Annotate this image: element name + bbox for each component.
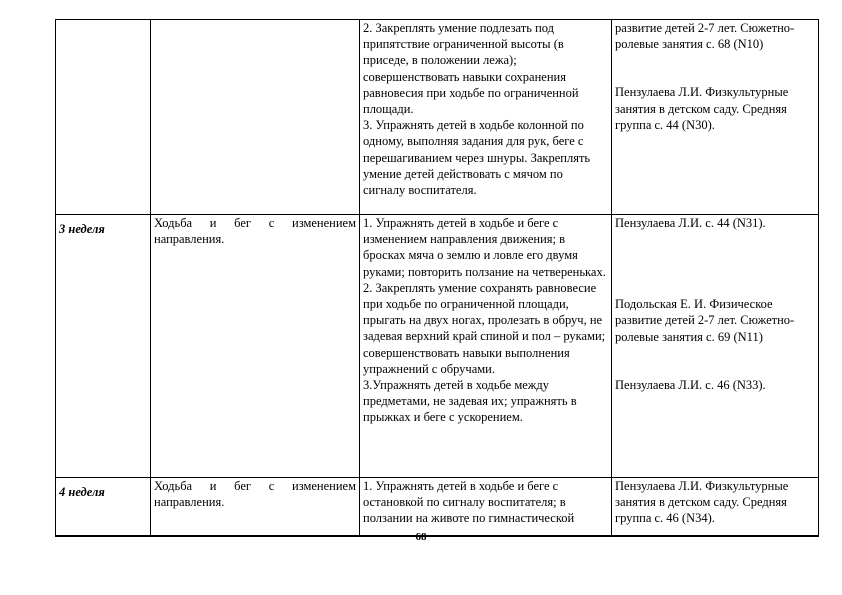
literature-cell — [612, 215, 819, 478]
task-item: 1. Упражнять детей в ходьбе и беге с изменением направления движения; в бросках мяча о землю и ловле его двумя руками; повторить ползание на четвереньках. — [363, 216, 606, 279]
task-item: 2. Закреплять умение сохранять равновесие при ходьбе по ограниченной площади, прыгать на двух ногах, пролезать в обруч, не задевая верхний край спиной и пол – руками; совершенствовать навыки выполнения упражнений с обручами. — [363, 280, 606, 376]
week-cell: 3 неделя — [56, 215, 151, 478]
literature-item: Пензулаева Л.И. с. 44 (N31). — [615, 216, 766, 230]
literature-item: Пензулаева Л.И. с. 46 (N33). — [615, 377, 766, 392]
week-cell — [56, 20, 151, 215]
literature-item: развитие детей 2-7 лет. Сюжетно-ролевые занятия с. 68 (N10) — [615, 21, 795, 52]
tasks-cell — [360, 478, 612, 537]
literature-item: Подольская Е. И. Физическое развитие детей 2-7 лет. Сюжетно-ролевые занятия с. 69 (N11) — [615, 297, 795, 344]
task-item: 3. Упражнять детей в ходьбе колонной по одному, выполняя задания для рук, беге с перешагиванием через шнуры. Закреплять умение детей действовать с мячом по сигналу воспитателя. — [363, 118, 591, 198]
literature-item: Пензулаева Л.И. Физкультурные занятия в детском саду. Средняя группа с. 44 (N30). — [615, 85, 789, 132]
table-row — [56, 20, 819, 215]
tasks-cell — [360, 20, 612, 215]
table-row — [56, 478, 819, 537]
literature-item: Пензулаева Л.И. Физкультурные занятия в детском саду. Средняя группа с. 46 (N34). — [615, 479, 789, 526]
task-item: 3.Упражнять детей в ходьбе между предметами, не задевая их; упражнять в прыжках и беге с ускорением. — [363, 378, 577, 425]
topic-cell: Ходьба и бег с изменением направления. — [151, 478, 360, 537]
week-cell: 4 неделя — [56, 478, 151, 537]
tasks-cell — [360, 215, 612, 478]
table-row — [56, 215, 819, 478]
topic-cell: Ходьба и бег с изменением направления. — [151, 215, 360, 478]
page-number: 68 — [415, 531, 427, 543]
literature-cell — [612, 478, 819, 537]
literature-cell — [612, 20, 819, 215]
topic-cell — [151, 20, 360, 215]
task-item: 2. Закреплять умение подлезать под припятствие ограниченной высоты (в приседе, в положении лежа); совершенствовать навыки сохранения равновесия при ходьбе по ограниченной площади. — [363, 21, 579, 117]
lesson-plan-table — [55, 19, 819, 537]
task-item: 1. Упражнять детей в ходьбе и беге с остановкой по сигналу воспитателя; в ползании на животе по гимнастической — [363, 479, 575, 526]
